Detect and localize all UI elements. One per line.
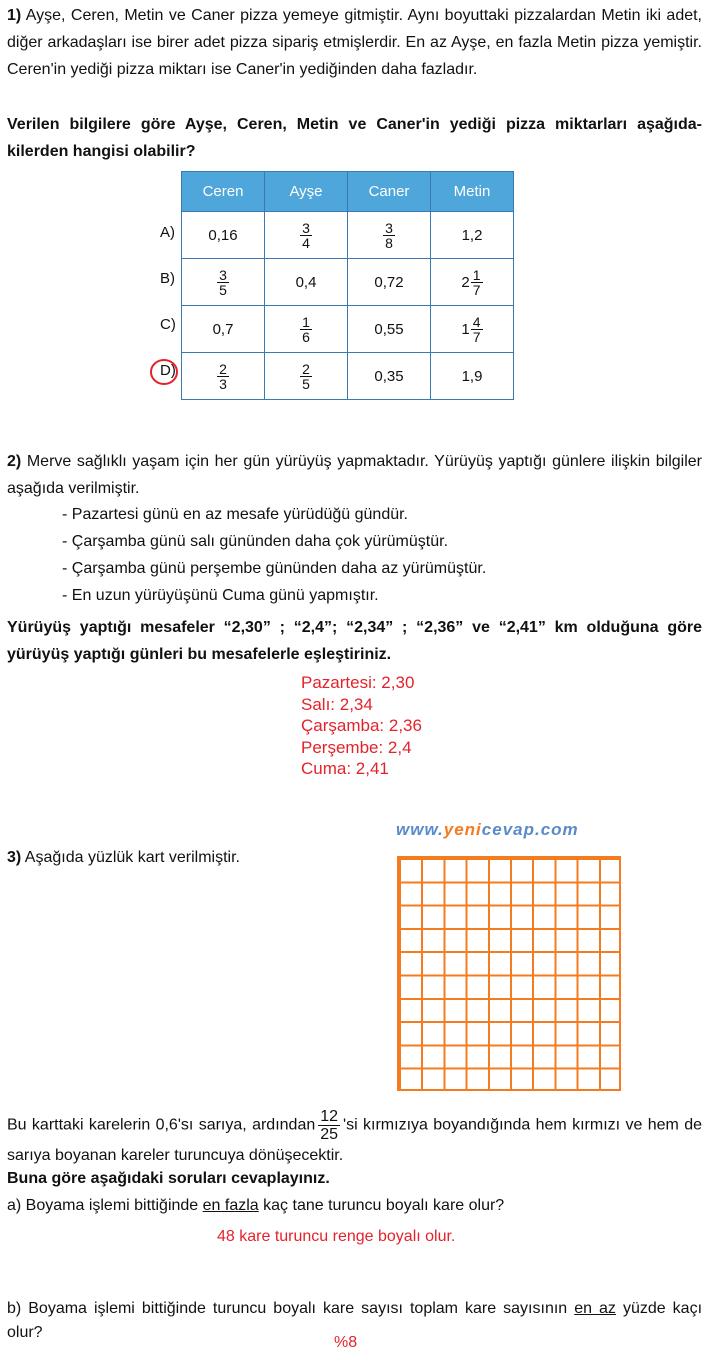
table-cell xyxy=(182,353,265,400)
table-cell: 0,16 xyxy=(182,212,265,259)
fraction-12-25: $\frac{12}{25}$ xyxy=(320,1108,339,1143)
q3-text: Bu karttaki karelerin 0,6'sı sarıya, ardından $\frac{12}{25}$ 'si kırmızıya boyandığında hem kırmızı ve hem de sarıya boyanan kareler turuncuya dönüşecektir. xyxy=(7,1108,703,1164)
q2-answers xyxy=(301,672,422,780)
watermark: www.yenicevap.com xyxy=(396,820,579,839)
table-cell xyxy=(265,353,348,400)
option-label: D) xyxy=(160,362,176,379)
answer-line: Pazartesi: 2,30 xyxy=(301,673,415,692)
answer-a: 48 kare turuncu renge boyalı olur. xyxy=(217,1228,456,1245)
q2-item: - En uzun yürüyüşünü Cuma günü yapmıştır. xyxy=(62,587,379,604)
option-label: C) xyxy=(160,316,176,333)
q3-intro-text: Aşağıda yüzlük kart verilmiştir. xyxy=(24,849,240,866)
table-cell xyxy=(265,212,348,259)
header-metin: Metin xyxy=(431,172,514,212)
q3-instruction: Buna göre aşağıdaki soruları cevaplayınız. xyxy=(7,1170,330,1187)
table-cell xyxy=(348,212,431,259)
q2-item: - Çarşamba günü salı gününden daha çok yürümüştür. xyxy=(62,533,449,550)
q1-number: 1) xyxy=(7,7,22,24)
table-row xyxy=(182,259,514,306)
table-cell: 1,2 xyxy=(431,212,514,259)
table-header-row xyxy=(182,172,514,212)
fraction: $\frac{3}{8}$ xyxy=(385,220,393,251)
answer-line: Perşembe: 2,4 xyxy=(301,737,412,757)
header-ayse: Ayşe xyxy=(265,172,348,212)
table-cell: 0,4 xyxy=(265,259,348,306)
fraction: $\frac{1}{7}$ xyxy=(472,266,481,298)
option-label: A) xyxy=(160,224,175,241)
answer-line: Çarşamba: 2,36 xyxy=(301,716,422,735)
fraction: $\frac{3}{4}$ xyxy=(302,220,310,251)
table-cell: 1 $\frac{4}{7}$ xyxy=(431,306,514,353)
fraction: $\frac{3}{5}$ xyxy=(219,267,227,298)
table-cell: 0,55 xyxy=(348,306,431,353)
table-cell: 2 $\frac{1}{7}$ xyxy=(431,259,514,306)
answer-line: Cuma: 2,41 xyxy=(301,759,389,778)
table-row xyxy=(182,353,514,400)
q3-number: 3) xyxy=(7,849,22,866)
q2-number: 2) xyxy=(7,453,22,470)
q3-intro xyxy=(7,849,240,867)
answer-circle xyxy=(148,357,180,387)
fraction: $\frac{1}{6}$ xyxy=(302,314,310,345)
q2-item: - Pazartesi günü en az mesafe yürüdüğü gündür. xyxy=(62,506,408,523)
q3-question-a: a) Boyama işlemi bittiğinde en fazla kaç tane turuncu boyalı kare olur? xyxy=(7,1197,505,1214)
table-row xyxy=(182,306,514,353)
pizza-table xyxy=(181,171,514,400)
header-caner: Caner xyxy=(348,172,431,212)
q2-question: Yürüyüş yaptığı mesafeler “2,30” ; “2,4”; “2,34” ; “2,36” ve “2,41” km olduğuna göre yürüyüş yaptığı günleri bu mesafelerle eşleştiriniz. xyxy=(7,619,702,663)
q1-text xyxy=(7,2,702,83)
table-cell: 0,7 xyxy=(182,306,265,353)
q3-question-b: b) Boyama işlemi bittiğinde turuncu boyalı kare sayısı toplam kare sayısının en az yüzde kaçı olur? xyxy=(7,1300,703,1341)
q1-body: Ayşe, Ceren, Metin ve Caner pizza yemeye gitmiştir. Aynı boyuttaki pizzalardan Metin iki adet, diğer arkadaşları ise birer adet pizza sipariş etmişlerdir. En az Ayşe, en fazla Metin pizza yemiştir. Ceren'in yediği pizza miktarı ise Caner'in yediğinden daha fazladır. xyxy=(7,7,703,78)
table-row xyxy=(182,212,514,259)
table-cell: 0,72 xyxy=(348,259,431,306)
q2-item: - Çarşamba günü perşembe gününden daha az yürümüştür. xyxy=(62,560,487,577)
fraction: $\frac{2}{5}$ xyxy=(302,361,310,392)
table-cell xyxy=(265,306,348,353)
q2-body: Merve sağlıklı yaşam için her gün yürüyüş yapmaktadır. Yürüyüş yaptığı günlere ilişkin bilgiler aşağıda verilmiştir. xyxy=(7,453,703,497)
q2-text xyxy=(7,448,702,502)
hundred-grid-card xyxy=(397,856,621,1091)
table-cell xyxy=(182,259,265,306)
header-ceren: Ceren xyxy=(182,172,265,212)
table-cell: 0,35 xyxy=(348,353,431,400)
answer-line: Salı: 2,34 xyxy=(301,694,373,714)
fraction: $\frac{2}{3}$ xyxy=(219,361,227,392)
option-label: B) xyxy=(160,270,175,287)
answer-b: %8 xyxy=(334,1334,358,1351)
q1-question: Verilen bilgilere göre Ayşe, Ceren, Metin ve Caner'in yediği pizza miktarları aşağıda-kilerden hangisi olabilir? xyxy=(7,116,702,160)
fraction: $\frac{4}{7}$ xyxy=(472,313,481,345)
table-cell: 1,9 xyxy=(431,353,514,400)
